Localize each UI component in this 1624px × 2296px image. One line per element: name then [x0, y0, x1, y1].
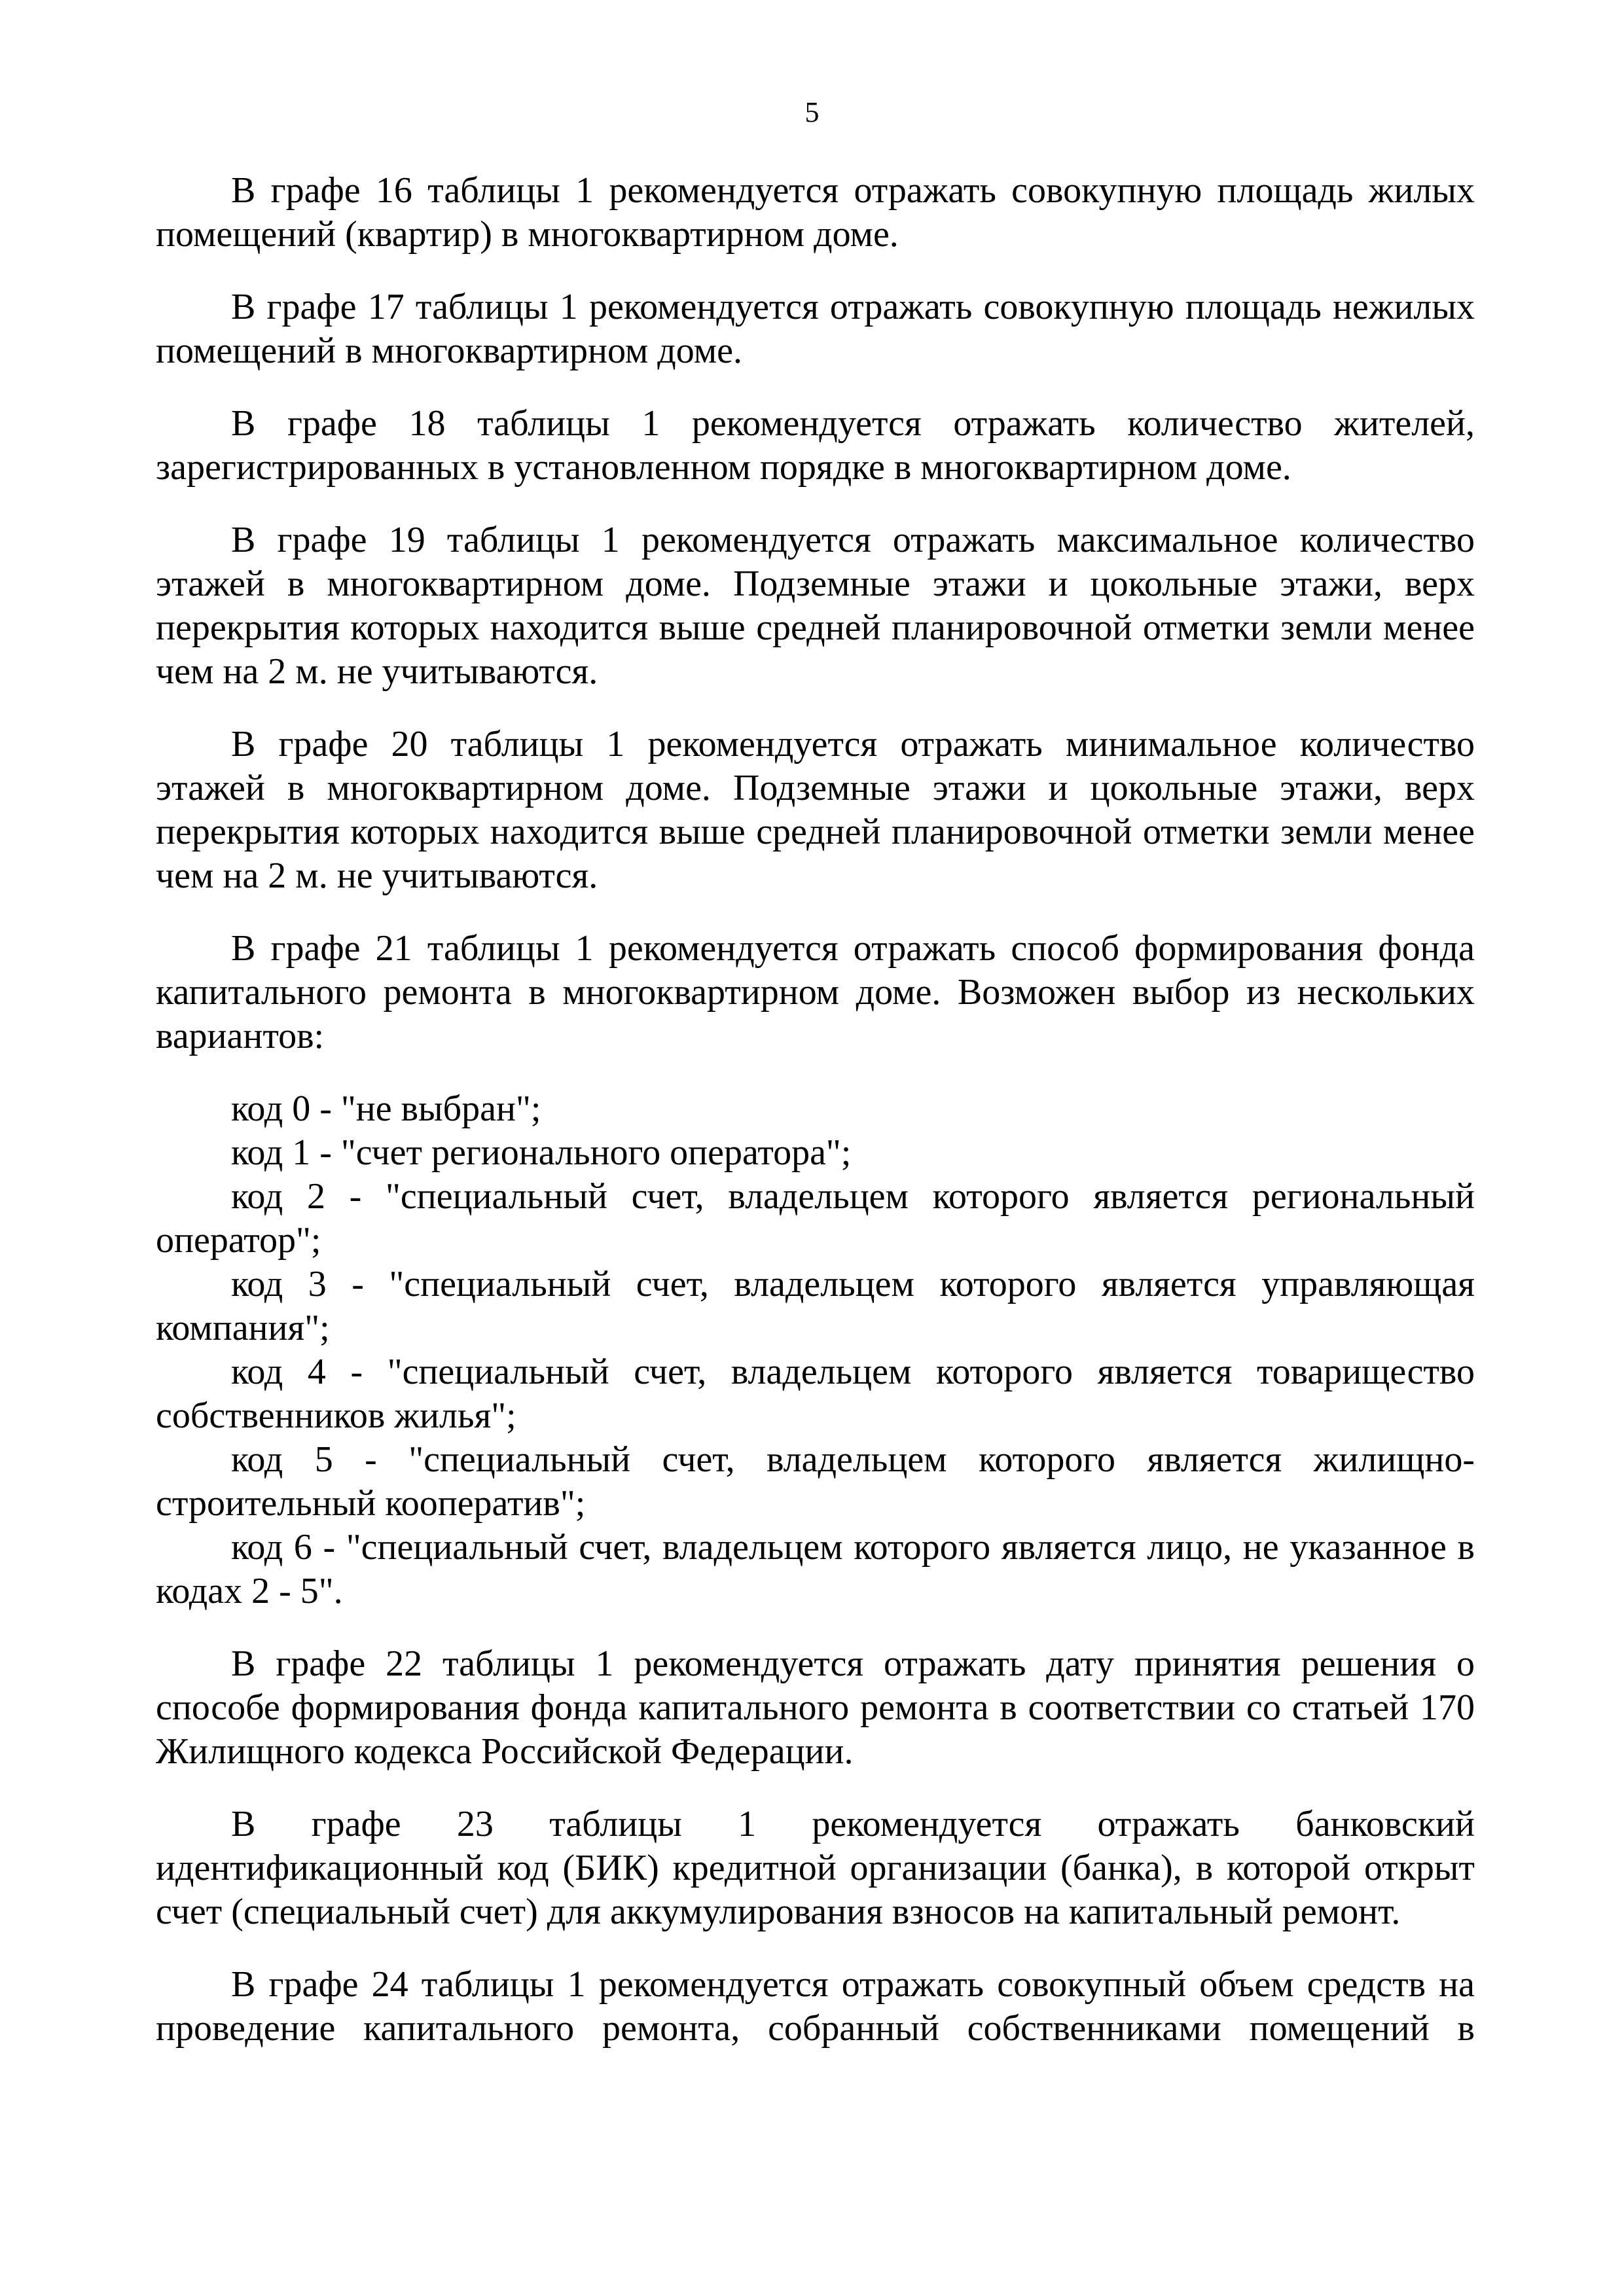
paragraph-column-24: В графе 24 таблицы 1 рекомендуется отражать совокупный объем средств на проведение капитального ремонта, собранный собственниками помещений в: [156, 1964, 1475, 2049]
code-item-4: код 4 - "специальный счет, владельцем которого является товарищество собственников жилья";: [156, 1352, 1475, 1436]
code-item-3: код 3 - "специальный счет, владельцем которого является управляющая компания";: [156, 1264, 1475, 1348]
code-item-0: код 0 - "не выбран";: [231, 1088, 541, 1129]
page-number: 5: [804, 96, 820, 128]
code-item-5: код 5 - "специальный счет, владельцем которого является жилищно-строительный кооператив";: [156, 1439, 1475, 1524]
code-item-2: код 2 - "специальный счет, владельцем которого является региональный оператор";: [156, 1176, 1475, 1261]
code-item-6: код 6 - "специальный счет, владельцем которого является лицо, не указанное в кодах 2 - 5".: [156, 1527, 1475, 1611]
code-item-1: код 1 - "счет регионального оператора";: [231, 1132, 852, 1173]
paragraph-column-16: В графе 16 таблицы 1 рекомендуется отражать совокупную площадь жилых помещений (квартир) в многоквартирном доме.: [156, 170, 1475, 255]
paragraph-column-17: В графе 17 таблицы 1 рекомендуется отражать совокупную площадь нежилых помещений в многоквартирном доме.: [156, 287, 1475, 371]
document-body: [156, 169, 1475, 2079]
paragraph-column-22: В графе 22 таблицы 1 рекомендуется отражать дату принятия решения о способе формирования фонда капитального ремонта в соответствии со статьей 170 Жилищного кодекса Российской Федерации.: [156, 1643, 1475, 1772]
paragraph-column-20: В графе 20 таблицы 1 рекомендуется отражать минимальное количество этажей в многоквартирном доме. Подземные этажи и цокольные этажи, верх перекрытия которых находится выше средней планировочной отметки земли менее чем на 2 м. не учитываются.: [156, 724, 1475, 896]
code-list: [156, 1087, 1475, 1613]
paragraph-column-18: В графе 18 таблицы 1 рекомендуется отражать количество жителей, зарегистрированных в установленном порядке в многоквартирном доме.: [156, 403, 1475, 488]
paragraph-column-19: В графе 19 таблицы 1 рекомендуется отражать максимальное количество этажей в многоквартирном доме. Подземные этажи и цокольные этажи, верх перекрытия которых находится выше средней планировочной отметки земли менее чем на 2 м. не учитываются.: [156, 520, 1475, 692]
paragraph-column-21: В графе 21 таблицы 1 рекомендуется отражать способ формирования фонда капитального ремонта в многоквартирном доме. Возможен выбор из нескольких вариантов:: [156, 928, 1475, 1056]
paragraph-column-23: В графе 23 таблицы 1 рекомендуется отражать банковский идентификационный код (БИК) кредитной организации (банка), в которой открыт счет (специальный счет) для аккумулирования взносов на капитальный ремонт.: [156, 1804, 1475, 1932]
